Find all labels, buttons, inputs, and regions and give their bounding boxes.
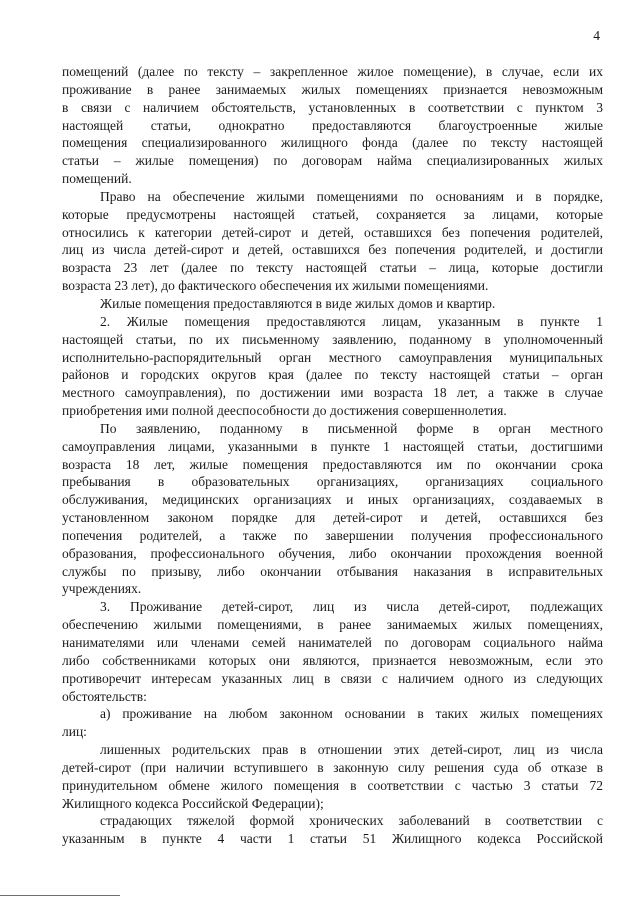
text-line: образования, профессионального обучения, либо окончании прохождения военной (62, 545, 603, 561)
text-line: местного самоуправления), по достижении ими возраста 18 лет, а также в случае (62, 385, 603, 401)
text-line: пребывания в образовательных организациях, организациях социального (62, 474, 603, 490)
text-line: По заявлению, поданному в письменной форме в орган местного (100, 420, 603, 436)
text-line: попечения родителей, а также по завершении получения профессионального (62, 527, 603, 543)
text-line: противоречит интересам указанных лиц в связи с наличием одного из следующих (62, 670, 603, 686)
text-line: настоящей статьи, по их письменному заявлению, поданному в уполномоченный (62, 331, 603, 347)
text-line: помещений. (62, 171, 132, 187)
text-line: обстоятельств: (62, 688, 147, 704)
page-number: 4 (593, 28, 600, 43)
text-line: самоуправления лицами, указанными в пункте 1 настоящей статьи, достигшими (62, 438, 603, 454)
text-line: обслуживания, медицинских организациях и иных организациях, создаваемых в (62, 492, 603, 508)
text-line: принудительном обмене жилого помещения в соответствии с частью 3 статьи 72 (62, 777, 603, 793)
text-line: возраста 18 лет, жилые помещения предоставляются им по окончании срока (62, 456, 603, 472)
text-line: статьи – жилые помещения) по договорам найма специализированных жилых (62, 153, 603, 169)
text-line: а) проживание на любом законном основании в таких жилых помещениях (100, 706, 603, 722)
text-line: учреждениях. (62, 581, 142, 597)
text-line: лишенных родительских прав в отношении этих детей-сирот, лиц из числа (100, 742, 603, 758)
text-line: настоящей статьи, однократно предоставляются благоустроенные жилые (62, 117, 603, 133)
footer-rule (0, 895, 120, 896)
text-line: нанимателями или членами семей нанимателей по договорам социального найма (62, 635, 603, 650)
text-line: помещения специализированного жилищного фонда (далее по тексту настоящей (62, 135, 603, 151)
text-line: лиц: (62, 724, 87, 740)
text-line: 3. Проживание детей-сирот, лиц из числа детей-сирот, подлежащих (100, 599, 603, 615)
text-line: относились к категории детей-сирот и детей, оставшихся без попечения родителей, (62, 224, 603, 240)
text-line: исполнительно-распорядительный орган местного самоуправления муниципальных (62, 349, 603, 365)
text-line: проживание в ранее занимаемых жилых помещениях признается невозможным (62, 81, 603, 97)
text-line: Право на обеспечение жилыми помещениями по основаниям и в порядке, (100, 188, 603, 204)
text-line: в связи с наличием обстоятельств, установленных в соответствии с пунктом 3 (62, 99, 603, 115)
text-line: лиц из числа детей-сирот и детей, оставшихся без попечения родителей, и достигли (62, 242, 603, 258)
text-line: страдающих тяжелой формой хронических заболеваний в соответствии с (100, 813, 603, 829)
text-line: обеспечению жилыми помещениями, в ранее занимаемых жилых помещениях, (62, 617, 603, 633)
text-line: либо собственниками которых они являются, признается невозможным, если это (62, 652, 603, 668)
text-line: детей-сирот (при наличии вступившего в законную силу решения суда об отказе в (62, 759, 603, 775)
document-body (62, 63, 603, 848)
text-line: районов и городских округов края (далее по тексту настоящей статьи – орган (62, 367, 603, 383)
text-line: 2. Жилые помещения предоставляются лицам, указанным в пункте 1 (100, 313, 603, 329)
text-line: службы по призыву, либо окончании отбывания наказания в исправительных (62, 563, 603, 579)
text-line: возраста 23 лет (далее по тексту настоящей статьи – лица, которые достигли (62, 260, 603, 276)
text-line: помещений (далее по тексту – закрепленное жилое помещение), в случае, если их (62, 64, 603, 79)
text-line: Жилищного кодекса Российской Федерации); (62, 795, 324, 811)
text-line: установленном законом порядке для детей-сирот и детей, оставшихся без (62, 510, 603, 526)
text-line: Жилые помещения предоставляются в виде жилых домов и квартир. (100, 295, 496, 311)
text-line: приобретения ими полной дееспособности до достижения совершеннолетия. (62, 403, 507, 419)
text-line: которые предусмотрены настоящей статьей, сохраняется за лицами, которые (62, 206, 603, 222)
text-line: возраста 23 лет), до фактического обеспечения их жилыми помещениями. (62, 278, 489, 294)
text-line: указанным в пункте 4 части 1 статьи 51 Жилищного кодекса Российской (62, 831, 603, 847)
